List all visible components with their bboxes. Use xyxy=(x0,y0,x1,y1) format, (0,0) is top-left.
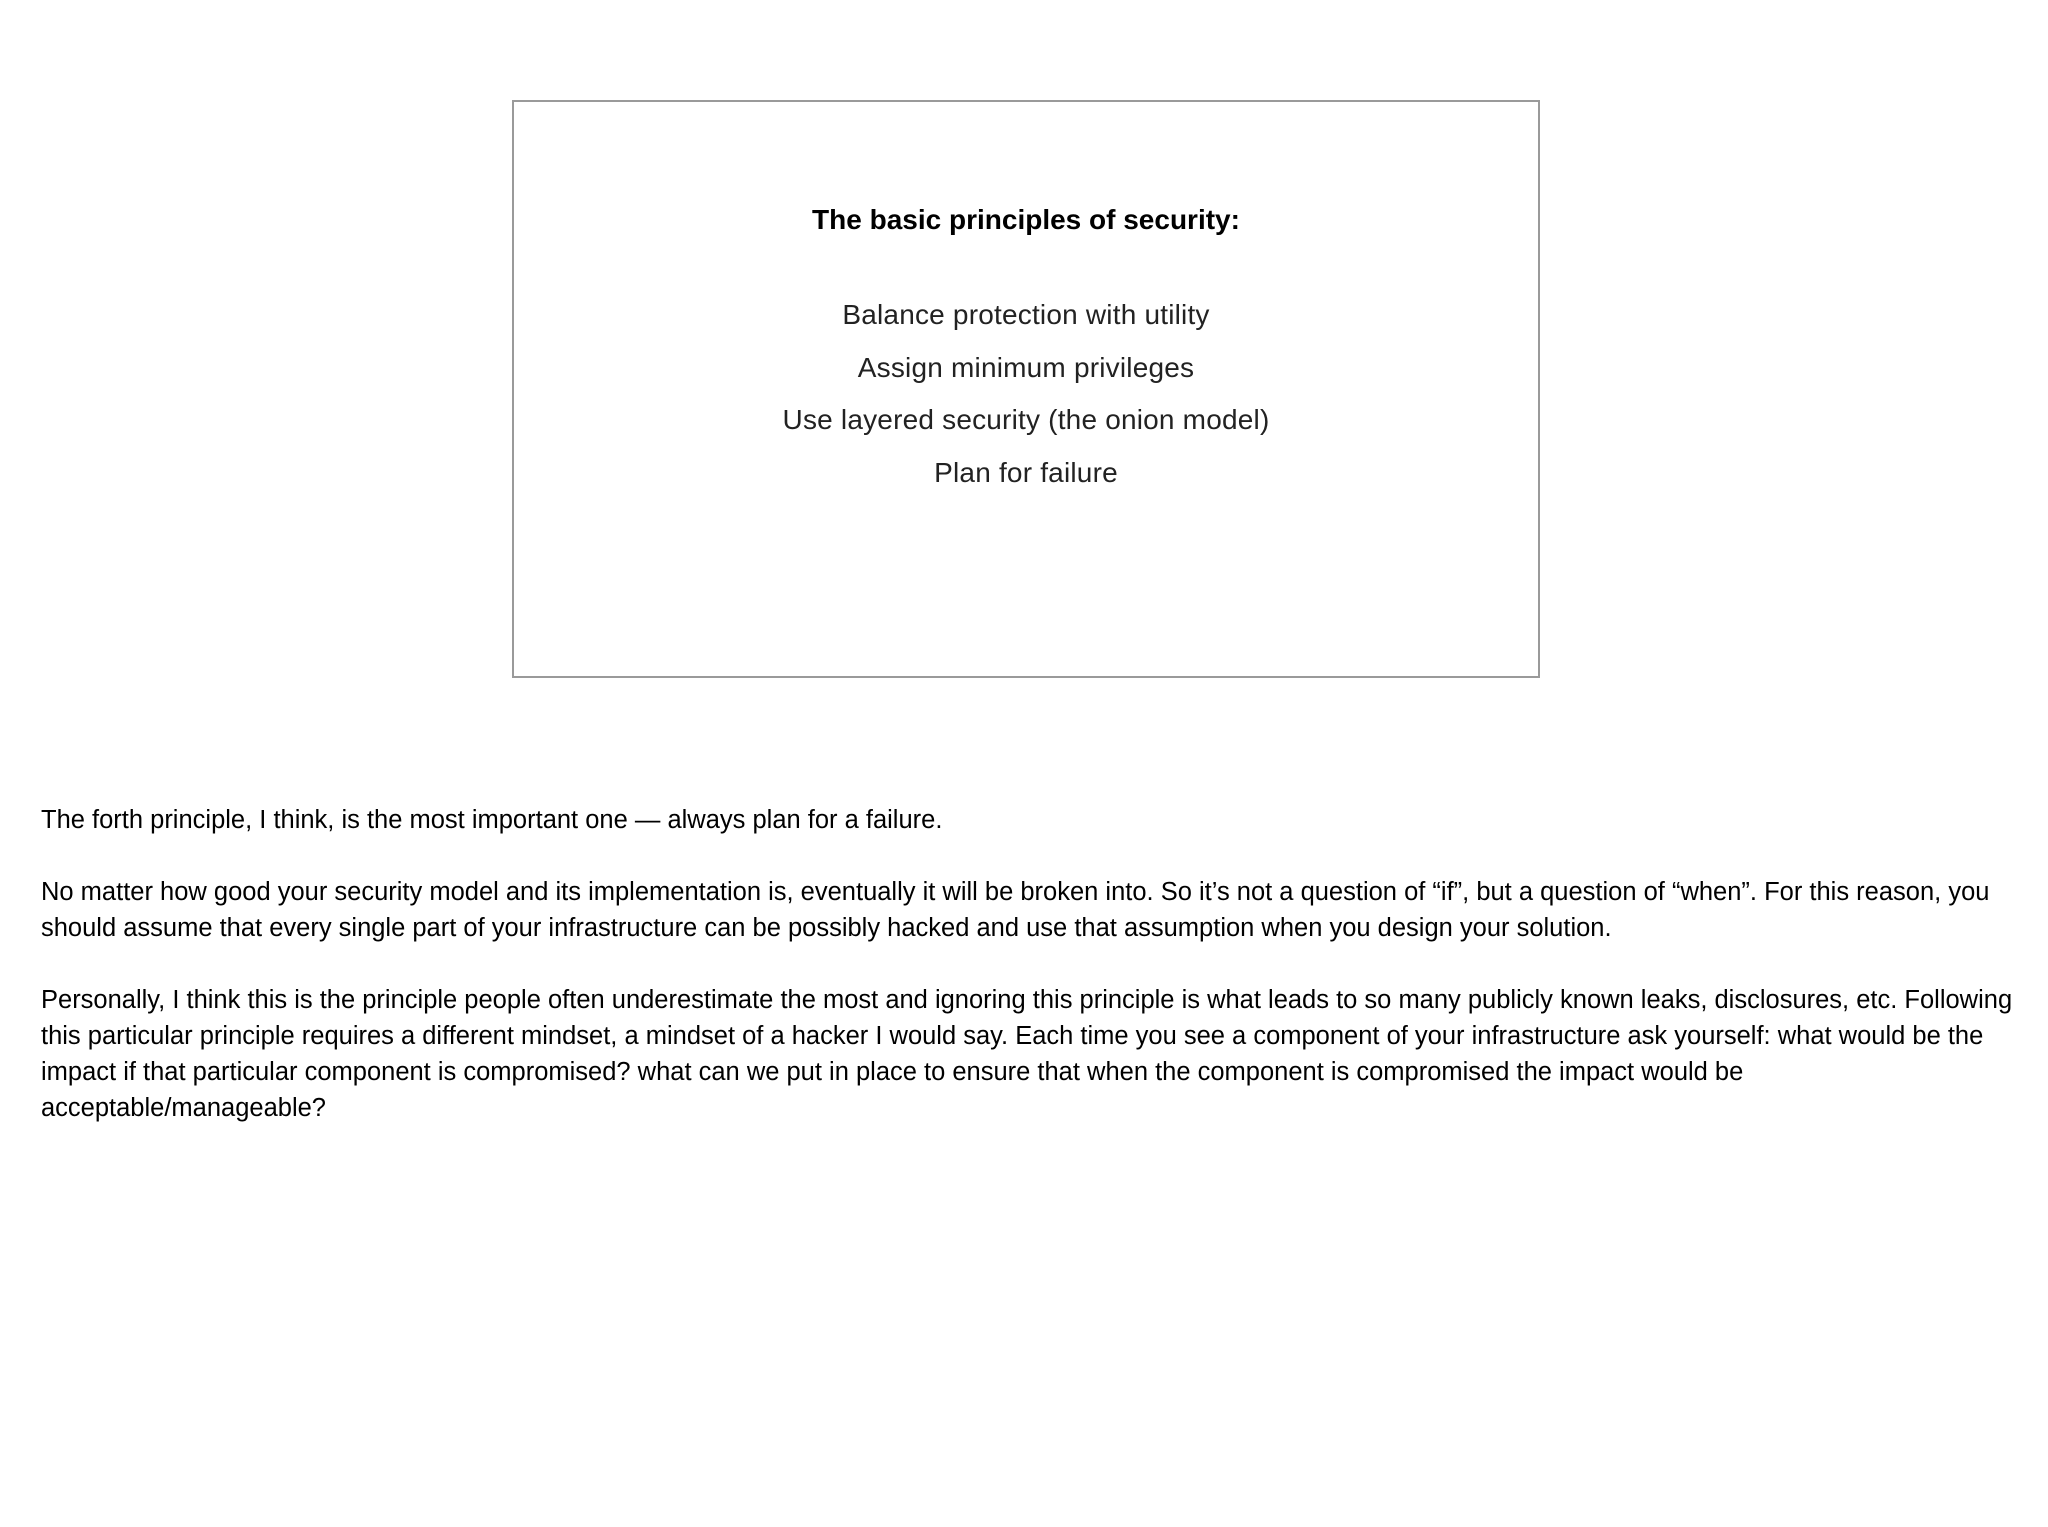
notes-paragraph: The forth principle, I think, is the most important one — always plan for a failure. xyxy=(41,806,943,834)
slide-title: The basic principles of security: xyxy=(812,204,1240,235)
principle-item: Assign minimum privileges xyxy=(857,351,1195,383)
speaker-notes xyxy=(41,802,2016,1162)
notes-paragraph: No matter how good your security model and its implementation is, eventually it will be broken into. So it’s not a question of “if”, but a question of “when”. For this reason, you should assume that every single part of your infrastructure can be possibly hacked and use that assumption when you design your solution. xyxy=(41,878,1990,942)
principles-list xyxy=(514,289,1538,499)
principle-item: Use layered security (the onion model) xyxy=(782,404,1270,435)
notes-paragraph: Personally, I think this is the principle people often underestimate the most and ignoring this principle is what leads to so many publicly known leaks, disclosures, etc. Following this particular principle requires a different mindset, a mindset of a hacker I would say. Each time you see a component of your infrastructure ask yourself: what would be the impact if that particular component is compromised? what can we put in place to ensure that when the component is compromised the impact would be acceptable/manageable? xyxy=(41,986,2013,1122)
principle-item: Plan for failure xyxy=(934,456,1118,488)
principle-item: Balance protection with utility xyxy=(842,299,1210,330)
slide-frame xyxy=(512,100,1540,678)
